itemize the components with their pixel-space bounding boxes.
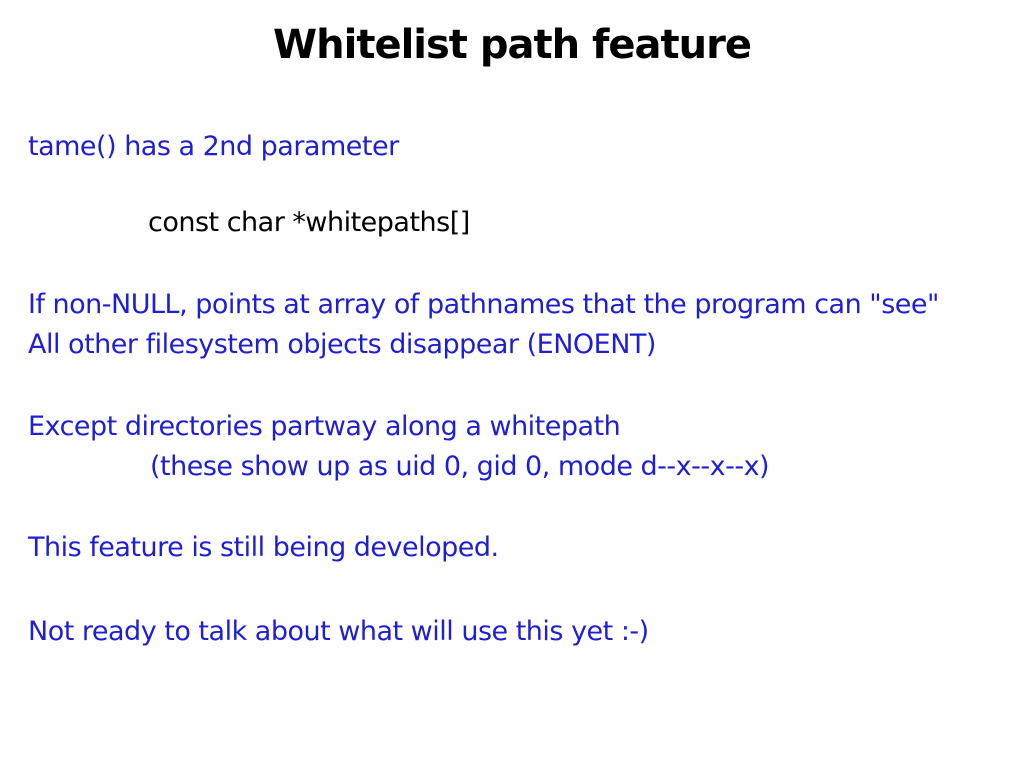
line-not-ready-to-talk: Not ready to talk about what will use this yet :-) (28, 616, 649, 647)
line-these-show-up-uid-gid-mode: (these show up as uid 0, gid 0, mode d--x--x--x) (150, 451, 770, 482)
line-feature-still-being-developed: This feature is still being developed. (28, 532, 499, 563)
line-if-non-null-pathnames: If non-NULL, points at array of pathnames that the program can "see" (28, 289, 939, 320)
slide-title: Whitelist path feature (273, 22, 751, 68)
line-all-other-filesystem-enoent: All other filesystem objects disappear (ENOENT) (28, 329, 656, 360)
line-const-char-whitepaths-code: const char *whitepaths[] (148, 207, 470, 238)
line-tame-2nd-parameter: tame() has a 2nd parameter (28, 131, 399, 162)
line-except-directories-partway: Except directories partway along a whitepath (28, 411, 621, 442)
